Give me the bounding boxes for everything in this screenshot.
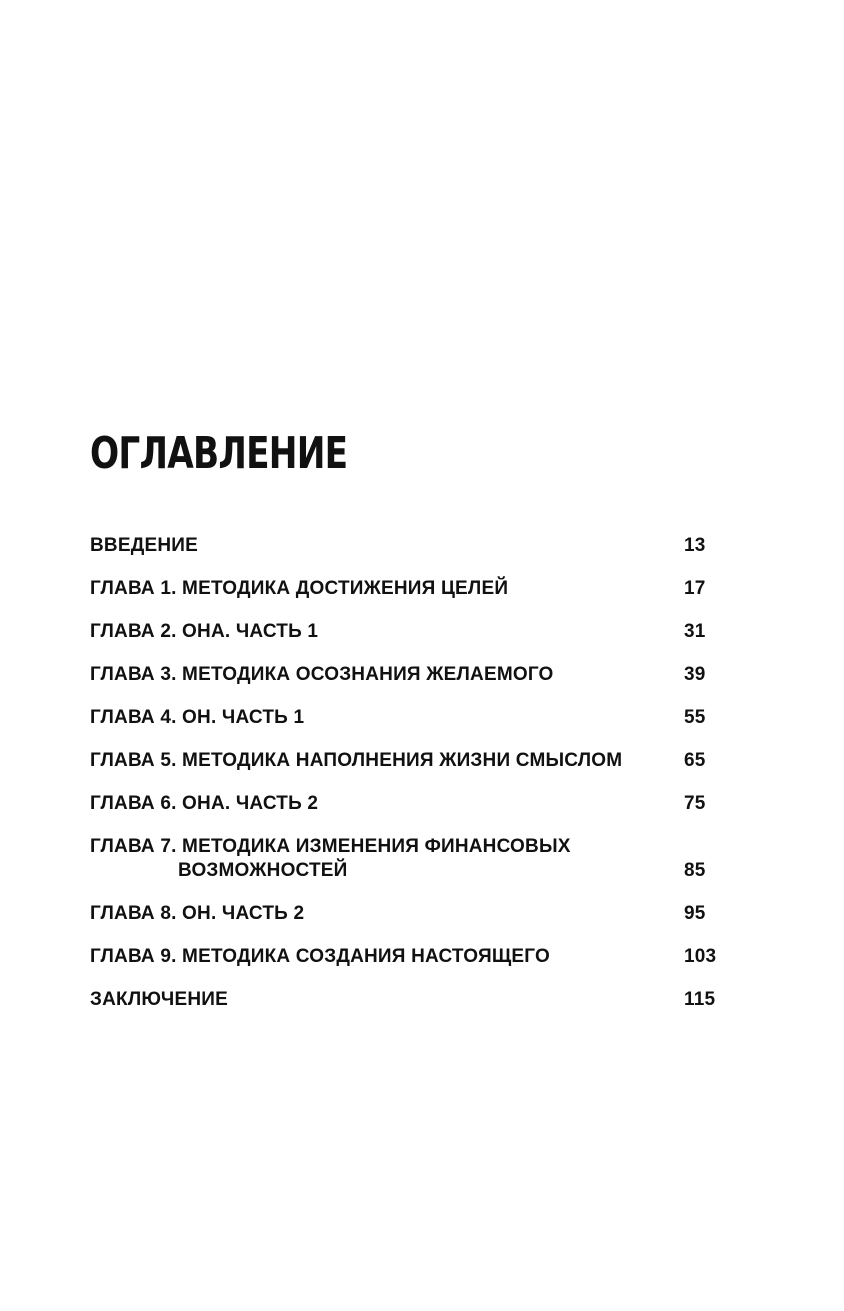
toc-entry-page: 85	[684, 860, 706, 881]
toc-entry-page: 13	[684, 535, 706, 556]
toc-entry-label: ГЛАВА 4. ОН. ЧАСТЬ 1	[90, 707, 305, 728]
toc-entry-label: ГЛАВА 3. МЕТОДИКА ОСОЗНАНИЯ ЖЕЛАЕМОГО	[90, 664, 554, 685]
toc-entry-page: 75	[684, 793, 706, 814]
toc-entry-page: 65	[684, 750, 706, 771]
toc-entry-label: ВВЕДЕНИЕ	[90, 535, 198, 556]
toc-entry-chapter-3[interactable]	[90, 663, 730, 706]
toc-entry-page: 95	[684, 903, 706, 924]
toc-entry-conclusion[interactable]	[90, 988, 730, 1031]
toc-entry-label: ГЛАВА 5. МЕТОДИКА НАПОЛНЕНИЯ ЖИЗНИ СМЫСЛОМ	[90, 750, 623, 771]
toc-entry-label: ЗАКЛЮЧЕНИЕ	[90, 989, 228, 1010]
toc-entry-label-line-2: ВОЗМОЖНОСТЕЙ	[178, 860, 348, 881]
toc-entry-page: 39	[684, 664, 706, 685]
toc-entry-chapter-6[interactable]	[90, 792, 730, 835]
toc-entry-label-line-1: ГЛАВА 7. МЕТОДИКА ИЗМЕНЕНИЯ ФИНАНСОВЫХ	[90, 836, 571, 857]
toc-entry-chapter-1[interactable]	[90, 577, 730, 620]
toc-entry-chapter-5[interactable]	[90, 749, 730, 792]
toc-entry-page: 115	[684, 989, 716, 1010]
toc-list	[90, 534, 730, 1031]
toc-entry-chapter-7[interactable]	[90, 835, 730, 902]
toc-entry-label: ГЛАВА 2. ОНА. ЧАСТЬ 1	[90, 621, 319, 642]
toc-entry-page: 31	[684, 621, 706, 642]
toc-entry-label	[90, 835, 670, 883]
toc-entry-page: 17	[684, 578, 706, 599]
toc-entry-page: 103	[684, 946, 717, 967]
toc-entry-chapter-4[interactable]	[90, 706, 730, 749]
toc-entry-chapter-9[interactable]	[90, 945, 730, 988]
toc-title: ОГЛАВЛЕНИЕ	[90, 428, 348, 479]
toc-entry-label: ГЛАВА 8. ОН. ЧАСТЬ 2	[90, 903, 305, 924]
toc-entry-chapter-2[interactable]	[90, 620, 730, 663]
toc-entry-page: 55	[684, 707, 706, 728]
toc-entry-label: ГЛАВА 9. МЕТОДИКА СОЗДАНИЯ НАСТОЯЩЕГО	[90, 946, 550, 967]
toc-entry-introduction[interactable]	[90, 534, 730, 577]
toc-entry-label: ГЛАВА 6. ОНА. ЧАСТЬ 2	[90, 793, 319, 814]
toc-entry-chapter-8[interactable]	[90, 902, 730, 945]
toc-entry-label: ГЛАВА 1. МЕТОДИКА ДОСТИЖЕНИЯ ЦЕЛЕЙ	[90, 578, 509, 599]
